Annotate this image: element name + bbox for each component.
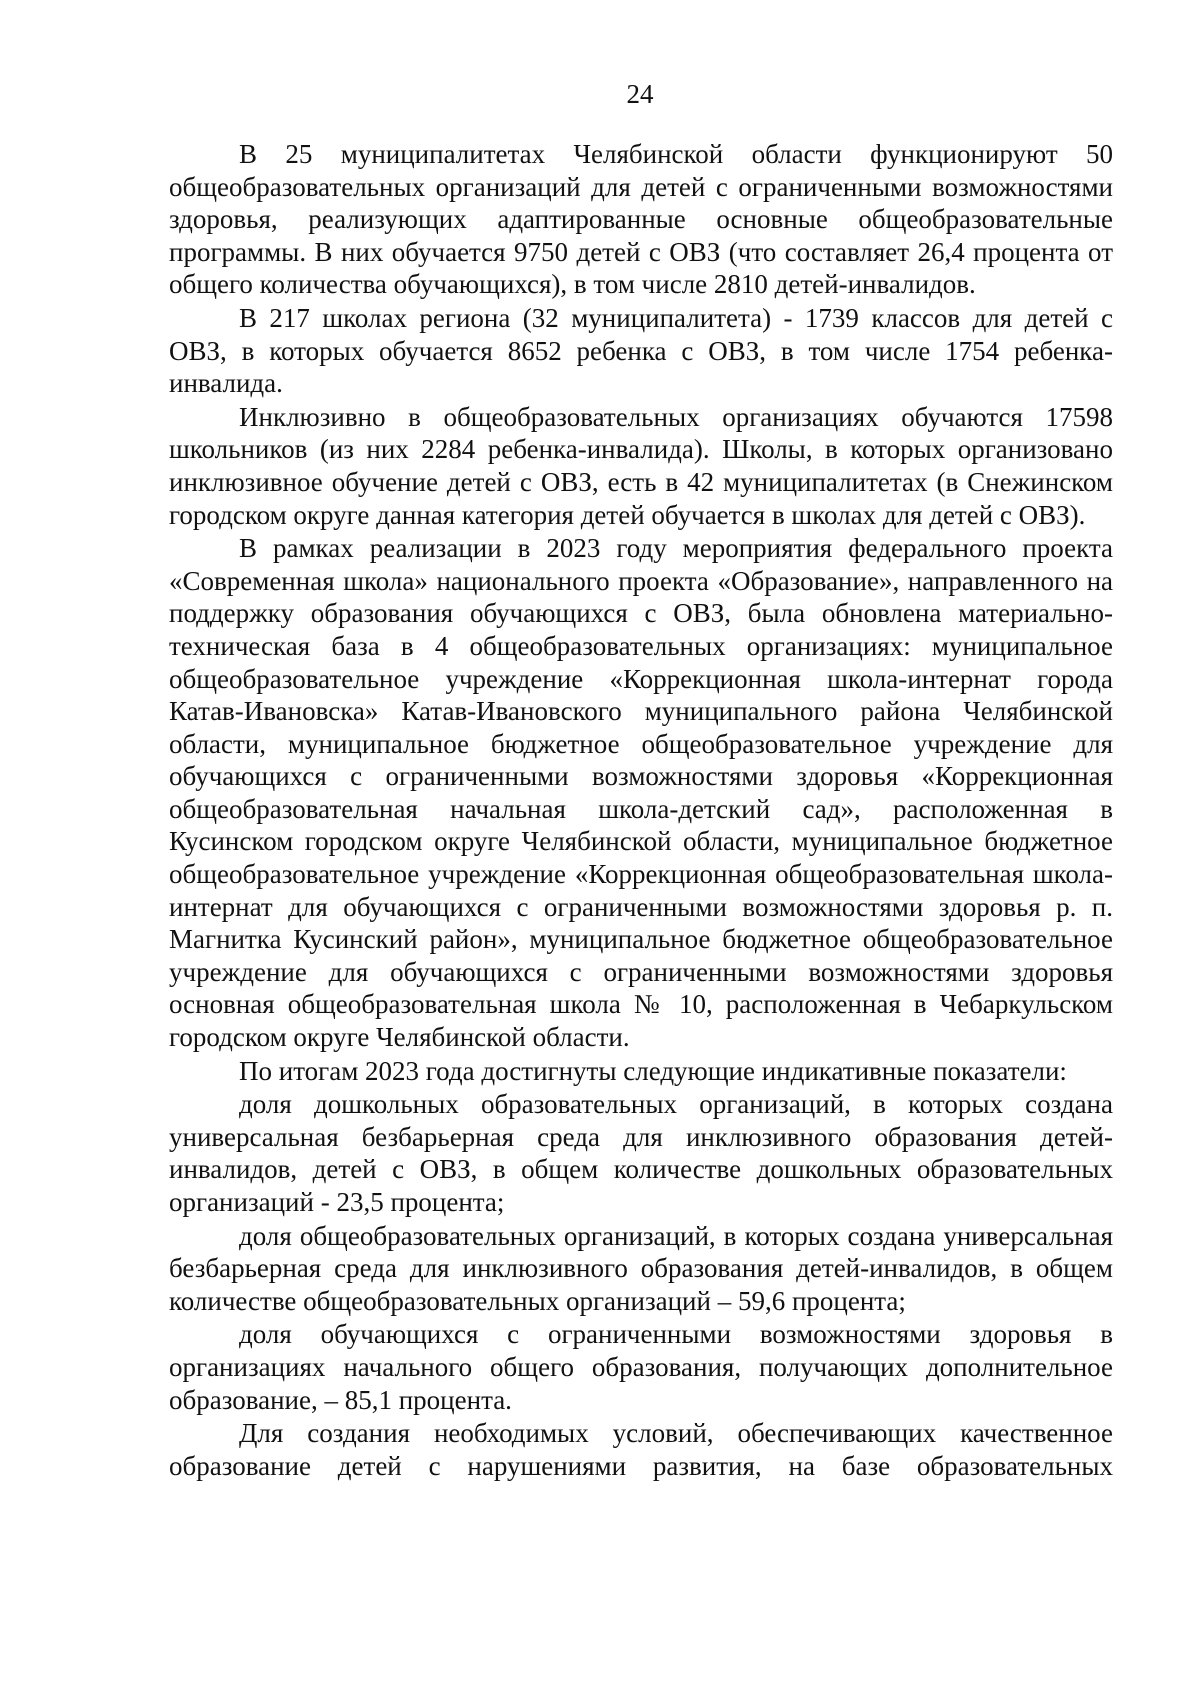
paragraph-indicator-additional: доля обучающихся с ограниченными возможностями здоровья в организациях начального общего образования, получающих дополнительное образование, – 85,1 процента. bbox=[169, 1319, 1113, 1415]
paragraph-conditions: Для создания необходимых условий, обеспечивающих качественное образование детей с нарушениями развития, на базе образовательных bbox=[169, 1418, 1113, 1481]
paragraph-indicator-preschool: доля дошкольных образовательных организаций, в которых создана универсальная безбарьерная среда для инклюзивного образования детей-инвалидов, детей с ОВЗ, в общем количестве дошкольных образовательных организаций - 23,5 процента; bbox=[169, 1089, 1113, 1217]
paragraph-ovz-classes: В 217 школах региона (32 муниципалитета) - 1739 классов для детей с ОВЗ, в которых обучается 8652 ребенка с ОВЗ, в том числе 1754 ребенка-инвалида. bbox=[169, 302, 1113, 399]
paragraph-indicator-general: доля общеобразовательных организаций, в которых создана универсальная безбарьерная среда для инклюзивного образования детей-инвалидов, в общем количестве общеобразовательных организаций – 59,6 процента; bbox=[169, 1220, 1113, 1316]
paragraph-federal-project: В рамках реализации в 2023 году мероприятия федерального проекта «Современная школа» национального проекта «Образование», направленного на поддержку образования обучающихся с ОВЗ, была обновлена материально-техническая база в 4 общеобразовательных организациях: муниципальное общеобразовательное учреждение «Коррекционная школа-интернат города Катав-Ивановска» Катав-Ивановского муниципального района Челябинской области, муниципальное бюджетное общеобразовательное учреждение для обучающихся с ограниченными возможностями здоровья «Коррекционная общеобразовательная начальная школа-детский сад», расположенная в Кусинском городском округе Челябинской области, муниципальное бюджетное общеобразовательное учреждение «Коррекционная общеобразовательная школа-интернат для обучающихся с ограниченными возможностями здоровья р. п. Магнитка Кусинский район», муниципальное бюджетное общеобразовательное учреждение для обучающихся с ограниченными возможностями здоровья основная общеобразовательная школа № 10, расположенная в Чебаркульском городском округе Челябинской области. bbox=[169, 533, 1113, 1053]
paragraph-special-schools: В 25 муниципалитетах Челябинской области функционируют 50 общеобразовательных организаций для детей с ограниченными возможностями здоровья, реализующих адаптированные основные общеобразовательные программы. В них обучается 9750 детей с ОВЗ (что составляет 26,4 процента от общего количества обучающихся), в том числе 2810 детей-инвалидов. bbox=[169, 139, 1113, 300]
document-body bbox=[169, 138, 1113, 1483]
paragraph-indicators-intro: По итогам 2023 года достигнуты следующие индикативные показатели: bbox=[239, 1055, 1067, 1086]
paragraph-inclusive-education: Инклюзивно в общеобразовательных организациях обучаются 17598 школьников (из них 2284 ребенка-инвалида). Школы, в которых организовано инклюзивное обучение детей с ОВЗ, есть в 42 муниципалитетах (в Снежинском городском округе данная категория детей обучается в школах для детей с ОВЗ). bbox=[169, 401, 1113, 530]
page-number: 24 bbox=[626, 79, 654, 109]
